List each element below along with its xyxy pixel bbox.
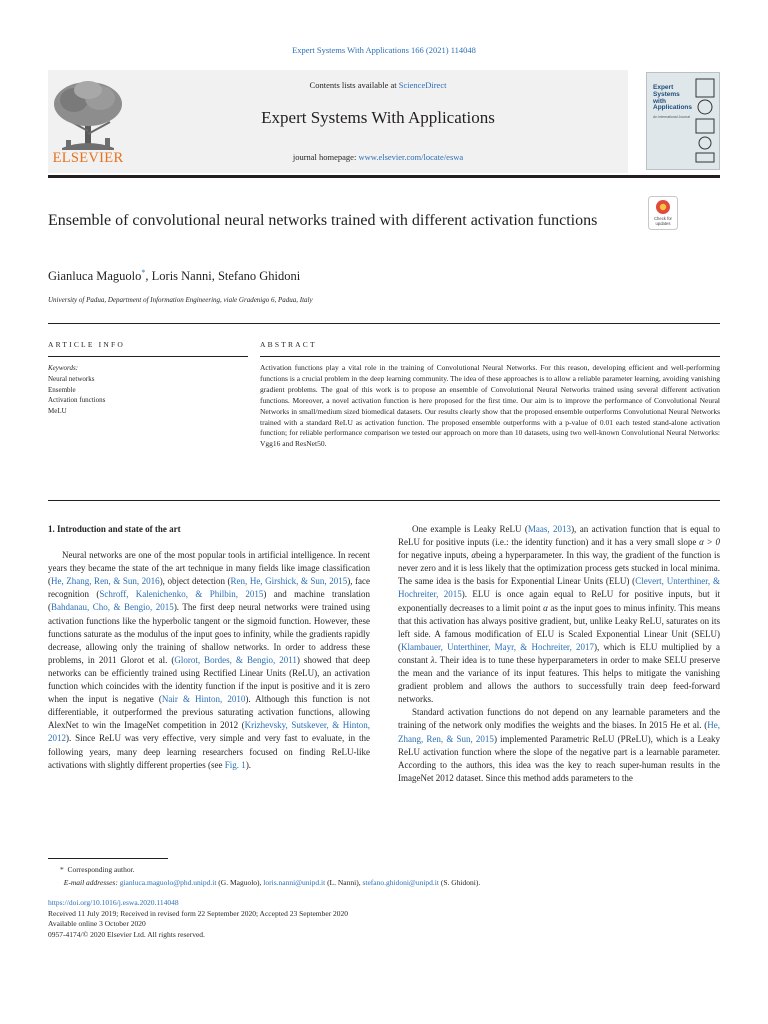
text-run: for negative inputs, — [398, 550, 472, 561]
text-run: ). ELU is once again equal to ReLU for positive inputs, but it exponentially decreases to a limit point — [398, 589, 720, 613]
email-owner: (G. Maguolo), — [216, 877, 264, 887]
keywords-block — [48, 363, 248, 417]
citation-link[interactable]: Maas, 2013 — [527, 524, 572, 534]
body-paragraph — [398, 706, 720, 785]
email-owner: (L. Nanni), — [325, 877, 363, 887]
divider — [48, 323, 720, 324]
divider — [260, 356, 720, 357]
section-heading: 1. Introduction and state of the art — [48, 524, 181, 534]
elsevier-wordmark: ELSEVIER — [52, 150, 124, 166]
contents-prefix: Contents lists available at — [309, 80, 399, 90]
text-run: Standard activation functions do not depend on any learnable parameters and the training of the network only modifies the weights and the biases. In 2015 He et al. ( — [398, 707, 720, 731]
sciencedirect-link[interactable]: ScienceDirect — [398, 80, 447, 90]
email-link[interactable]: loris.nanni@unipd.it — [263, 877, 326, 887]
contents-available-line — [128, 80, 628, 90]
text-run: ) implemented Parametric ReLU (PReLU), which is a Leaky ReLU activation function where the slope of the negative part is a learnable parameter. According to the authors, this idea was the key to reach super-human results in the ImageNet 2012 dataset. Since this method adds parameters to the — [398, 733, 720, 783]
keyword-item: MeLU — [48, 407, 67, 416]
cover-subtitle: An International Journal — [653, 115, 690, 119]
email-addresses — [48, 877, 720, 890]
citation-text[interactable]: Expert Systems With Applications 166 (2021) 114048 — [292, 45, 476, 55]
article-info-heading: ARTICLE INFO — [48, 340, 125, 349]
math-symbol: α — [471, 550, 477, 561]
text-run: ). Although this function is not differentiable, it outperformed the previous saturating activation functions, allowing AlexNet to win the ImageNet competition in 2012 ( — [48, 694, 370, 731]
keyword-item: Activation functions — [48, 396, 106, 405]
text-run: being a hyperparameter. In this way, the gradient of the function is never zero and it is less likely that the optimization process gets stucked in local minima. The same idea is the basis for Exponential Linear Units (ELU) ( — [398, 550, 720, 587]
text-run: One example is Leaky ReLU ( — [412, 524, 528, 534]
text-run: as the input goes to minus infinity. This means that this activation has always positive gradient, but, unlike Leaky ReLU, saturates on its left side. A famous modification of ELU is Scaled Exponential Linear Unit (SELU) ( — [398, 602, 720, 652]
text-run: Neural networks are one of the most popular tools in artificial intelligence. In recent years they became the state of the art technique in many fields like image classification ( — [48, 550, 370, 587]
text-run: ) and machine translation ( — [48, 589, 370, 613]
abstract-heading: ABSTRACT — [260, 340, 317, 349]
homepage-link[interactable]: www.elsevier.com/locate/eswa — [358, 152, 464, 162]
journal-homepage-line — [128, 152, 628, 162]
body-paragraph — [398, 523, 720, 706]
journal-name: Expert Systems With Applications — [261, 108, 495, 127]
copyright: 0957-4174/© 2020 Elsevier Ltd. All rights reserved. — [48, 930, 205, 940]
citation-link[interactable]: Clevert, Unterthiner, & Hochreiter, 2015 — [398, 576, 720, 600]
citation-link[interactable]: Ren, He, Girshick, & Sun, 2015 — [230, 576, 348, 587]
body-column-right — [398, 523, 720, 785]
doi-link[interactable]: https://doi.org/10.1016/j.eswa.2020.114048 — [48, 898, 179, 907]
keyword-item: Ensemble — [48, 385, 76, 394]
keywords-label: Keywords: — [48, 364, 79, 372]
body-column-left — [48, 523, 370, 772]
text-run: ), which is ELU multiplied by a constant — [398, 641, 720, 665]
citation-link[interactable]: Fig. 1 — [224, 759, 246, 770]
footnote-mark: * — [60, 865, 64, 874]
divider — [48, 500, 720, 501]
badge-line2: updates — [655, 221, 671, 226]
abstract-text: Activation functions play a vital role in the training of Convolutional Neural Networks. For this reason, developing efficient and well-performing functions is a crucial problem in the deep learning community. The idea of these approaches is to allow a reliable parameter learning, avoiding vanishing gradient problems. The goal of this work is to propose an ensemble of Convolutional Neural Networks trained using several different activation functions. Moreover, a novel activation function is here proposed for the first time. Our aim is to improve the performance of Convolutional Neural Networks in small/medium sized biomedical datasets. Our results clearly show that the proposed ensemble outperforms Convolutional Neural Networks trained with a standard ReLU as activation function. The proposed ensemble outperforms with a p-value of 0.01 each tested stand-alone activation function; for reliable performance comparison we tested our approach on more than 10 datasets, using two well-known Convolutional Neural Networks: Vgg16 and ResNet50. — [260, 363, 720, 449]
text-run: ), an activation function that is equal to ReLU for positive inputs (i.e.: the identity function) and it has a very small slope — [398, 524, 720, 548]
header-rule — [48, 175, 720, 178]
citation-link[interactable]: He, Zhang, Ren, & Sun, 2015 — [398, 720, 720, 744]
available-online: Available online 3 October 2020 — [48, 919, 146, 929]
citation-link[interactable]: He, Zhang, Ren, & Sun, 2016 — [51, 576, 160, 587]
text-run: . Their idea is to tune these hyperparameters in order to make SELU preserve the mean and the variance of its input features. This helps to mitigate the vanishing gradient problem and allows the authors to successfully train deep feed-forward networks. — [398, 654, 720, 705]
publication-info — [48, 898, 720, 941]
email-owner: (S. Ghidoni). — [438, 877, 481, 887]
email-link[interactable]: stefano.ghidoni@unipd.it — [362, 877, 439, 887]
corresponding-text: Corresponding author. — [67, 865, 135, 874]
footnotes — [48, 864, 720, 889]
text-run: ) showed that deep networks can be efficiently trained using Rectified Linear Units (ReLU), an activation function which coincides with the identity function if the input is positive and it is zero when the input is negative ( — [48, 654, 370, 705]
citation-link[interactable]: Glorot, Bordes, & Bengio, 2011 — [174, 654, 297, 665]
journal-citation-link[interactable] — [0, 45, 768, 55]
text-run: ), object detection ( — [159, 576, 231, 587]
math-symbol: λ — [430, 654, 435, 665]
keyword-item: Neural networks — [48, 374, 95, 383]
received-dates: Received 11 July 2019; Received in revised form 22 September 2020; Accepted 23 September 2020 — [48, 908, 349, 918]
citation-link[interactable]: Bahdanau, Cho, & Bengio, 2015 — [51, 602, 174, 613]
math-symbol: α — [543, 602, 548, 613]
corresponding-author-mark[interactable]: * — [141, 268, 146, 277]
citation-link[interactable]: Klambauer, Unterthiner, Mayr, & Hochreiter, 2017 — [401, 641, 595, 652]
body-paragraph — [48, 549, 370, 772]
journal-cover-thumbnail[interactable] — [646, 72, 720, 170]
text-run: ). — [245, 759, 252, 770]
author-list: Gianluca Maguolo*, Loris Nanni, Stefano Ghidoni — [48, 268, 301, 284]
text-run: ). The first deep neural networks were trained using activation functions like the hyperbolic tangent or the sigmoid function. However, these functions saturate as the modulus of the input goes to infinity, while the gradients rapidly decrease, allowing only the training of shallow networks. In order to address these problems, in 2011 Glorot et al. ( — [48, 602, 370, 665]
article-title: Ensemble of convolutional neural networks trained with different activation functions — [48, 212, 598, 229]
cover-graphic-icon — [694, 77, 716, 165]
author-1: Gianluca Maguolo — [48, 269, 142, 284]
email-label: E-mail addresses: — [63, 877, 118, 887]
corresponding-author-note — [48, 864, 720, 877]
badge-line1: Check for — [654, 216, 672, 221]
cover-title: Expert Systems with Applications — [653, 84, 693, 112]
footnote-rule — [48, 858, 168, 859]
email-link[interactable]: gianluca.maguolo@phd.unipd.it — [119, 877, 217, 887]
citation-link[interactable]: Krizhevsky, Sutskever, & Hinton, 2012 — [48, 720, 370, 744]
text-run: ), face recognition ( — [48, 576, 370, 600]
author-2: Loris Nanni — [151, 269, 212, 284]
homepage-prefix: journal homepage: — [292, 152, 359, 162]
check-for-updates-badge-icon[interactable] — [648, 196, 678, 230]
citation-link[interactable]: Nair & Hinton, 2010 — [161, 694, 246, 705]
math-symbol: α > 0 — [699, 537, 720, 548]
author-3: Stefano Ghidoni — [217, 269, 301, 284]
text-run: ). Since ReLU was very effective, very simple and very fast to evaluate, in the following years, many deep learning researchers focused on finding ReLU-like activations with slightly different properties (see — [48, 733, 370, 770]
citation-link[interactable]: Schroff, Kalenichenko, & Philbin, 2015 — [99, 589, 264, 600]
divider — [48, 356, 248, 357]
affiliation: University of Padua, Department of Information Engineering, viale Gradenigo 6, Padua, Italy — [48, 296, 313, 304]
